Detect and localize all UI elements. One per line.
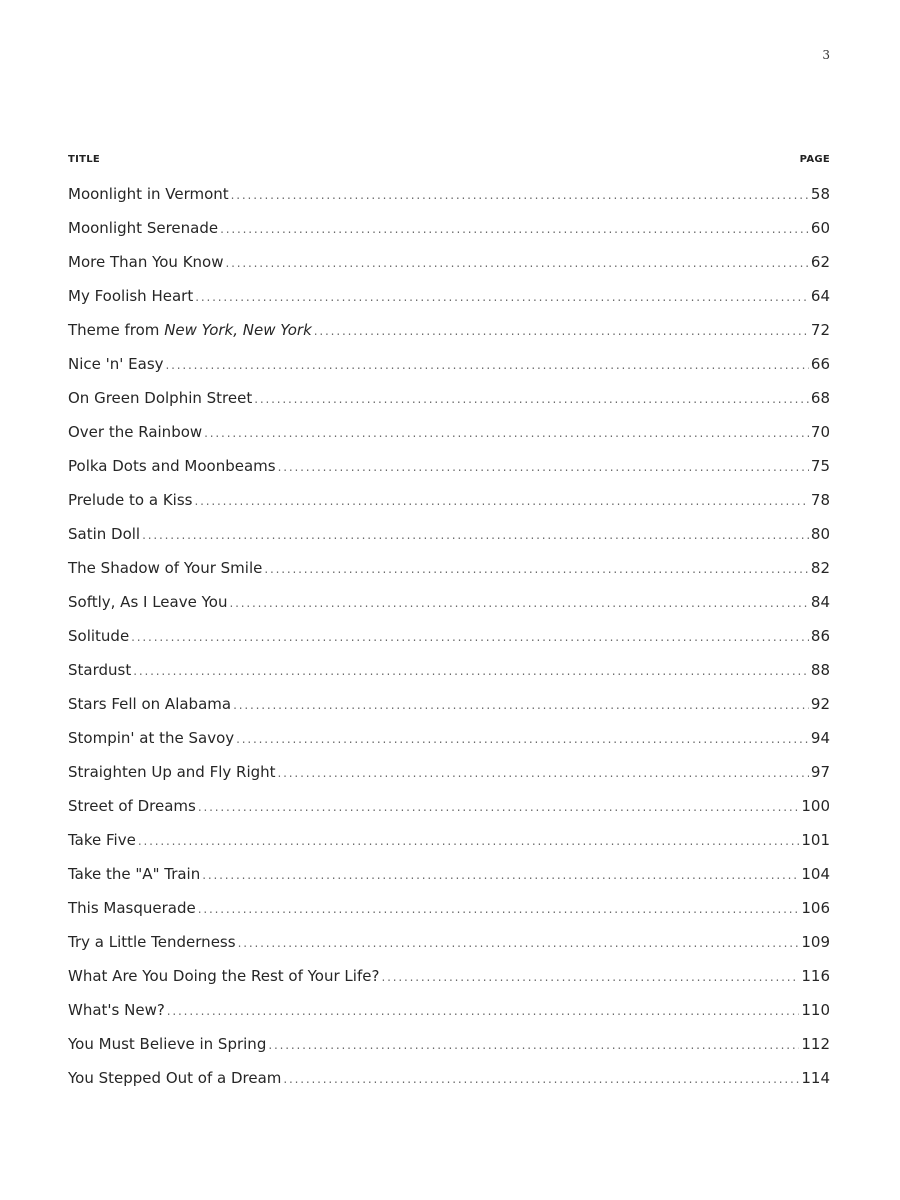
toc-leader-dots xyxy=(278,450,809,484)
toc-entry-title: You Must Believe in Spring xyxy=(68,1035,267,1053)
toc-entry-title: Street of Dreams xyxy=(68,797,196,815)
toc-leader-dots xyxy=(198,790,800,824)
toc-entry-title: My Foolish Heart xyxy=(68,287,194,305)
toc-entry-title: The Shadow of Your Smile xyxy=(68,559,263,577)
toc-entry xyxy=(68,517,830,551)
toc-entry-page: 94 xyxy=(810,729,830,747)
toc-leader-dots xyxy=(198,892,800,926)
toc-entry-page: 106 xyxy=(801,899,830,917)
toc-entry-page: 100 xyxy=(801,797,830,815)
toc-entry xyxy=(68,891,830,925)
toc-entry-title-prefix: Theme from xyxy=(68,321,165,339)
toc-entry xyxy=(68,211,830,245)
toc-entry-page: 78 xyxy=(810,491,830,509)
toc-entry-title: Over the Rainbow xyxy=(68,423,203,441)
toc-header-title: TITLE xyxy=(68,154,101,165)
toc-entry-page: 70 xyxy=(810,423,830,441)
toc-leader-dots xyxy=(264,552,809,586)
toc-entry-title: What Are You Doing the Rest of Your Life? xyxy=(68,967,380,985)
toc-entry-page: 88 xyxy=(810,661,830,679)
toc-entry-page: 110 xyxy=(801,1001,830,1019)
toc-entry xyxy=(68,857,830,891)
toc-entry-title: Take Five xyxy=(68,831,136,849)
toc-entry-page: 101 xyxy=(801,831,830,849)
toc-entry-page: 104 xyxy=(801,865,830,883)
toc-entry-page: 58 xyxy=(810,185,830,203)
toc-entry-page: 86 xyxy=(810,627,830,645)
toc-leader-dots xyxy=(194,484,808,518)
toc-leader-dots xyxy=(226,246,809,280)
toc-entry-title: Stompin' at the Savoy xyxy=(68,729,235,747)
toc-entry xyxy=(68,381,830,415)
toc-entry xyxy=(68,347,830,381)
toc-entry xyxy=(68,925,830,959)
page-number: 3 xyxy=(822,48,830,62)
toc-entry-title: Moonlight in Vermont xyxy=(68,185,229,203)
toc-entry-page: 84 xyxy=(810,593,830,611)
toc-header xyxy=(68,154,830,165)
toc-leader-dots xyxy=(278,756,809,790)
toc-entry xyxy=(68,789,830,823)
toc-entry xyxy=(68,993,830,1027)
toc-entry-page: 116 xyxy=(801,967,830,985)
toc-entry-title: Straighten Up and Fly Right xyxy=(68,763,276,781)
toc-entry xyxy=(68,551,830,585)
toc-entry xyxy=(68,653,830,687)
toc-entry xyxy=(68,1061,830,1095)
toc-entry xyxy=(68,415,830,449)
toc-leader-dots xyxy=(233,688,809,722)
toc-list xyxy=(68,177,830,1095)
toc-entry-page: 64 xyxy=(810,287,830,305)
toc-entry-page: 92 xyxy=(810,695,830,713)
toc-entry xyxy=(68,585,830,619)
toc-entry-page: 66 xyxy=(810,355,830,373)
toc-entry-page: 80 xyxy=(810,525,830,543)
toc-entry-page: 82 xyxy=(810,559,830,577)
toc-leader-dots xyxy=(131,620,809,654)
toc-leader-dots xyxy=(166,348,809,382)
toc-entry-page: 72 xyxy=(810,321,830,339)
toc-entry-title: On Green Dolphin Street xyxy=(68,389,253,407)
toc-leader-dots xyxy=(229,586,808,620)
toc-entry-page: 97 xyxy=(810,763,830,781)
toc-entry-title: Polka Dots and Moonbeams xyxy=(68,457,276,475)
toc-entry xyxy=(68,313,830,347)
toc-entry-title: Solitude xyxy=(68,627,130,645)
toc-entry xyxy=(68,1027,830,1061)
toc-entry-page: 68 xyxy=(810,389,830,407)
toc-entry xyxy=(68,959,830,993)
toc-entry-title xyxy=(68,313,312,347)
toc-leader-dots xyxy=(268,1028,799,1062)
toc-entry xyxy=(68,483,830,517)
toc-entry-title: Stardust xyxy=(68,661,132,679)
toc-entry-title-italic: New York, New York xyxy=(164,321,312,339)
toc-entry-page: 62 xyxy=(810,253,830,271)
toc-entry-title: Satin Doll xyxy=(68,525,141,543)
toc-leader-dots xyxy=(238,926,800,960)
toc-entry xyxy=(68,823,830,857)
toc-entry xyxy=(68,177,830,211)
toc-entry-title: Try a Little Tenderness xyxy=(68,933,236,951)
toc-leader-dots xyxy=(236,722,809,756)
toc-leader-dots xyxy=(283,1062,799,1096)
toc-entry-title: Prelude to a Kiss xyxy=(68,491,193,509)
toc-leader-dots xyxy=(381,960,799,994)
toc-leader-dots xyxy=(167,994,800,1028)
toc-entry-title: Stars Fell on Alabama xyxy=(68,695,232,713)
toc-entry-title: Take the "A" Train xyxy=(68,865,201,883)
toc-entry xyxy=(68,245,830,279)
toc-entry xyxy=(68,755,830,789)
toc-entry-title: What's New? xyxy=(68,1001,165,1019)
toc-entry-title: Nice 'n' Easy xyxy=(68,355,164,373)
toc-entry xyxy=(68,449,830,483)
toc-entry-page: 112 xyxy=(801,1035,830,1053)
toc-entry xyxy=(68,721,830,755)
toc-entry-page: 60 xyxy=(810,219,830,237)
toc-leader-dots xyxy=(133,654,809,688)
toc-entry xyxy=(68,687,830,721)
toc-entry-title: Moonlight Serenade xyxy=(68,219,219,237)
toc-entry xyxy=(68,279,830,313)
toc-leader-dots xyxy=(220,212,809,246)
toc-entry-title: This Masquerade xyxy=(68,899,196,917)
toc-entry-page: 114 xyxy=(801,1069,830,1087)
toc-leader-dots xyxy=(138,824,800,858)
toc-entry-title: Softly, As I Leave You xyxy=(68,593,228,611)
toc-leader-dots xyxy=(195,280,809,314)
toc-entry-title: More Than You Know xyxy=(68,253,224,271)
toc-header-page: PAGE xyxy=(799,154,830,165)
toc-leader-dots xyxy=(202,858,799,892)
toc-entry-page: 109 xyxy=(801,933,830,951)
toc-entry xyxy=(68,619,830,653)
toc-leader-dots xyxy=(314,314,809,348)
toc-leader-dots xyxy=(231,178,809,212)
toc-leader-dots xyxy=(254,382,809,416)
toc-leader-dots xyxy=(204,416,809,450)
toc-entry-page: 75 xyxy=(810,457,830,475)
toc-entry-title: You Stepped Out of a Dream xyxy=(68,1069,282,1087)
toc-leader-dots xyxy=(142,518,809,552)
